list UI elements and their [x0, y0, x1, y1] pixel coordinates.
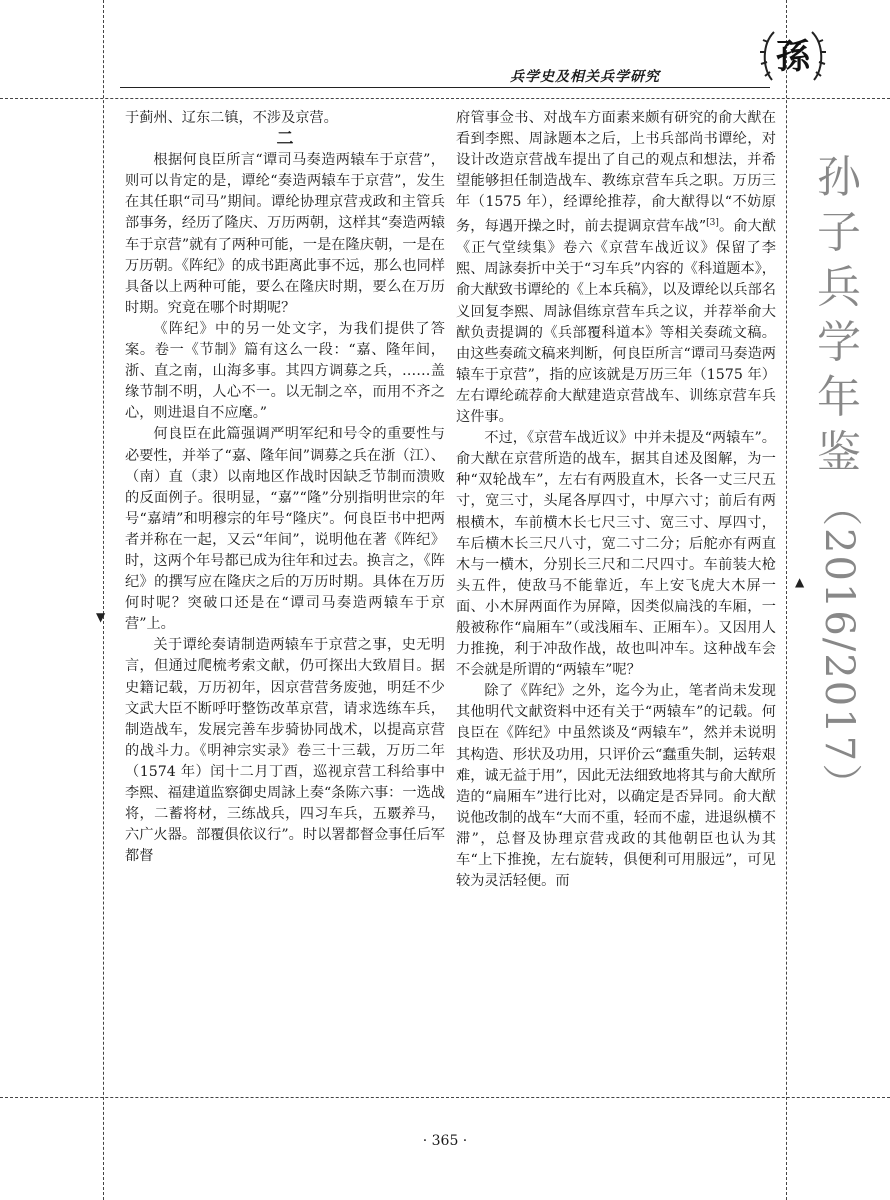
right-guide-line — [786, 0, 787, 1200]
running-header-title: 兵学史及相关兵学研究 — [510, 69, 660, 85]
side-title-char: 子 — [817, 207, 861, 258]
header-rule — [120, 87, 770, 88]
citation-reference[interactable]: [3] — [706, 218, 719, 229]
side-title-char: 学 — [817, 317, 861, 368]
side-title-char: 兵 — [817, 262, 861, 313]
right-text-column — [456, 108, 776, 892]
paragraph: 关于谭纶奏请制造两辕车于京营之事，史无明言，但通过爬梳考索文献，仍可探出大致眉目。据史籍记载，万历初年，因京营营务废弛，明廷不少文武大臣不断呼吁整饬改革京营，请求选练车兵，制造战车，发展完善车步骑协同战术，以提高京营的战斗力。《明神宗实录》卷三十三载，万历二年（1574 年）闰十二月丁酉，巡视京营工科给事中李熙、福建道监察御史周詠上奏“条陈六事：一选战将，二蓄将材，三练战兵，四习车兵，五覈养马，六广火器。部覆俱依议行”。时以署都督佥事任后军都督 — [125, 637, 445, 865]
paragraph: 不过，《京营车战近议》中并未提及“两辕车”。俞大猷在京营所造的战车，据其自述及图解，为一种“双轮战车”，左右有两股直木，长各一丈三尺五寸，宽三寸，头尾各厚四寸，中厚六寸；前后有两根横木，车前横木长七尺三寸、宽三寸、厚四寸，车后横木长三尺八寸，宽二寸二分；后舵亦有两直木与一横木，分别长三尺和二尺四寸。车前装大枪头五件，使敌马不能靠近，车上安飞虎大木屏一面、小木屏两面作为屏障，因类似扁浅的车厢，一般被称作“扁厢车”（或浅厢车、正厢车）。又因用人力推挽，利于冲敌作战，故也叫冲车。这种战车会不会就是所谓的“两辕车”呢？ — [456, 430, 776, 679]
logo-glyph: 孫 — [776, 37, 810, 77]
paragraph — [456, 108, 776, 428]
left-text-column — [125, 108, 445, 867]
paragraph: 根据何良臣所言“谭司马奏造两辕车于京营”，则可以肯定的是，谭纶“奏造两辕车于京营”，发生在其任职“司马”期间。谭纶协理京营戎政和主管兵部事务，经历了隆庆、万历两朝，这样其“奏造两辕车于京营”就有了两种可能，一是在隆庆朝，一是在万历朝。《阵纪》的成书距离此事不远，那么也同样具备以上两种可能，要么在隆庆时期，要么在万历时期。究竟在哪个时期呢？ — [125, 152, 445, 316]
side-title-year: （2016/2017） — [816, 486, 862, 806]
paragraph: 何良臣在此篇强调严明军纪和号令的重要性与必要性，并举了“嘉、隆年间”调募之兵在浙（江）、（南）直（隶）以南地区作战时因缺乏节制而溃败的反面例子。很明显，“嘉”“隆”分别指明世宗的年号“嘉靖”和明穆宗的年号“隆庆”。何良臣书中把两者并称在一起，又云“年间”，说明他在著《阵纪》时，这两个年号都已成为往年和过去。换言之，《阵纪》的撰写应在隆庆之后的万历时期。具体在万历何时呢？突破口还是在“谭司马奏造两辕车于京营”上。 — [125, 426, 445, 633]
side-title-char: 孙 — [817, 152, 861, 203]
bottom-guide-line — [0, 1097, 890, 1098]
side-title-char: 鉴 — [817, 427, 861, 478]
yearbook-side-title — [804, 150, 874, 805]
side-title-char: 年 — [817, 372, 861, 423]
top-guide-line — [0, 98, 890, 99]
right-arrow-marker: ▲ — [795, 575, 805, 589]
section-number: 二 — [276, 129, 294, 150]
left-guide-line — [103, 0, 104, 1200]
yearbook-logo — [758, 22, 828, 92]
paragraph: 《阵纪》中的另一处文字，为我们提供了答案。卷一《节制》篇有这么一段：“嘉、隆年间，浙、直之南，山海多事。其四方调募之兵，……盖缘节制不明，人心不一。以无制之卒，而用不齐之心，则进退自不应麾。” — [125, 320, 445, 422]
left-arrow-marker: ▼ — [96, 610, 106, 624]
paragraph-text: 。俞大猷《正气堂续集》卷六《京营车战近议》保留了李熙、周詠奏折中关于“习车兵”内容的《科道题本》，俞大猷致书谭纶的《上本兵稿》，以及谭纶以兵部名义回复李熙、周詠倡练京营车兵之议，并荐举俞大猷负责提调的《兵部覆科道本》等相关奏疏文稿。由这些奏疏文稿来判断，何良臣所言“谭司马奏造两辕车于京营”，指的应该就是万历三年（1575 年）左右谭纶疏荐俞大猷建造京营战车、训练京营车兵这件事。 — [456, 219, 776, 426]
paragraph: 除了《阵纪》之外，迄今为止，笔者尚未发现其他明代文献资料中还有关于“两辕车”的记载。何良臣在《阵纪》中虽然谈及“两辕车”，然并未说明其构造、形状及功用，只评价云“蠢重失制，运转艰难，诚无益于用”，因此无法细致地将其与俞大猷所造的“扁厢车”进行比对，以确定是否异同。俞大猷说他改制的战车“大而不重，轻而不虚，进退纵横不滞”，总督及协理京营戎政的其他朝臣也认为其车“上下推挽，左右旋转，俱便利可用服远”，可见较为灵活轻便。而 — [456, 683, 776, 890]
page-number: · 365 · — [422, 1133, 468, 1149]
paragraph: 于蓟州、辽东二镇，不涉及京营。 — [125, 110, 338, 126]
paragraph-text: 府管事佥书、对战车方面素来颇有研究的俞大猷在看到李熙、周詠题本之后，上书兵部尚书谭纶，对设计改造京营战车提出了自己的观点和想法，并希望能够担任制造战车、教练京营车兵之职。万历三年（1575 年），经谭纶推荐，俞大猷得以“不妨原务，每遇开操之时，前去提调京营车战” — [456, 110, 776, 236]
